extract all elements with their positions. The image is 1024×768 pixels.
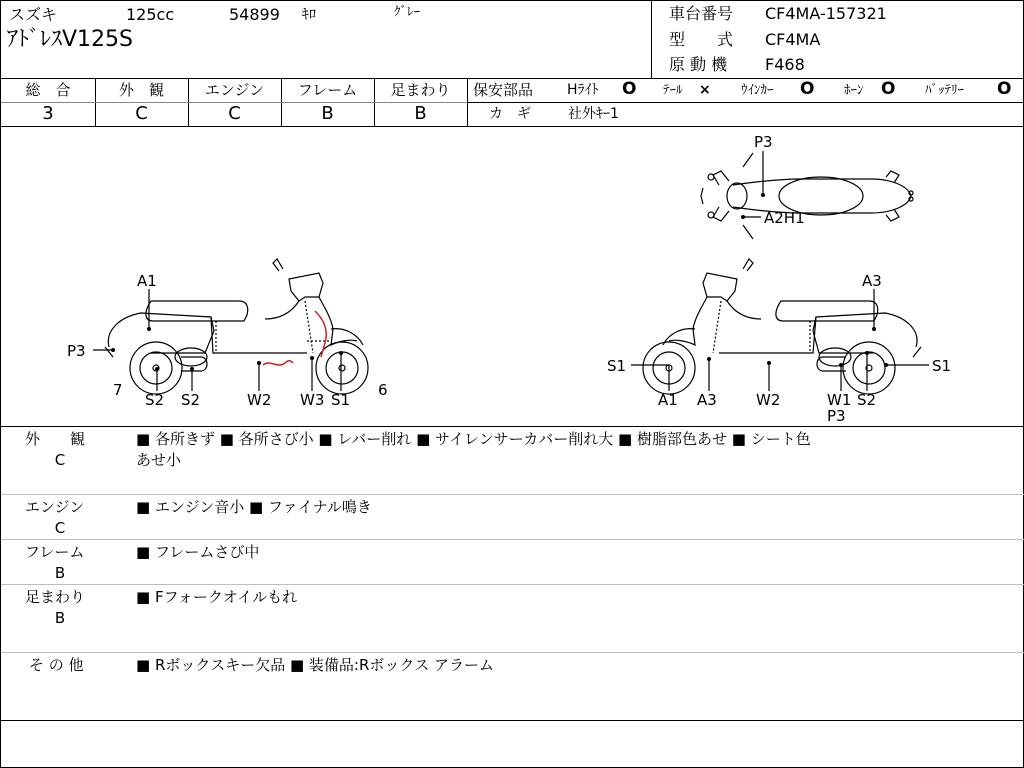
taillight-status: ×: [699, 82, 711, 98]
remark-engine-label: エンジン: [25, 498, 85, 516]
exterior-label: 外 観: [118, 81, 164, 99]
safety-label: 保安部品: [473, 81, 534, 99]
label-right-s1b: S1: [932, 357, 952, 375]
taillight-label: ﾃｰﾙ: [663, 83, 683, 98]
remark-engine-text: ■ エンジン音小 ■ ファイナル鳴き: [136, 498, 372, 516]
remark-exterior-text-2: あせ小: [136, 451, 182, 469]
frame-no-label: 車台番号: [669, 4, 734, 23]
key-label: カ ギ: [489, 106, 531, 122]
remark-frame-label: フレーム: [25, 543, 85, 561]
remark-engine-grade: C: [54, 519, 66, 537]
remark-divider: [1, 652, 1024, 653]
remark-divider: [1, 494, 1024, 495]
winker-label: ｳｲﾝｶｰ: [741, 83, 774, 98]
suspension-grade-label: 足まわり: [390, 81, 451, 99]
frame-grade: B: [321, 103, 334, 124]
remark-exterior-text-1: ■ 各所きず ■ 各所さび小 ■ レバー削れ ■ サイレンサーカバー削れ大 ■ 樹脂部色あせ ■ シート色: [136, 430, 811, 448]
headlight-status: O: [622, 79, 637, 99]
label-top-p3: P3: [754, 133, 773, 151]
label-left-s1: S1: [331, 391, 351, 409]
battery-status: O: [997, 79, 1012, 99]
vehicle-color: ｸﾞﾚｰ: [394, 5, 420, 20]
remark-divider: [1, 584, 1024, 585]
label-right-a3: A3: [862, 272, 882, 290]
remark-suspension-grade: B: [54, 609, 66, 627]
label-right-p3: P3: [827, 407, 846, 425]
label-right-s1a: S1: [607, 357, 627, 375]
label-right-w2: W2: [756, 391, 781, 409]
remark-suspension-text: ■ Fフォークオイルもれ: [136, 588, 298, 606]
damage-diagram: [1, 1, 1024, 427]
headlight-label: Hﾗｲﾄ: [567, 82, 599, 98]
remark-exterior-label: 外 観: [25, 430, 86, 448]
label-left-s2b: S2: [181, 391, 201, 409]
label-right-w1: W1: [827, 391, 852, 409]
label-left-a1: A1: [137, 272, 157, 290]
key-value: 社外ｷｰ1: [568, 106, 619, 122]
overall-grade: 3: [42, 103, 54, 124]
remark-other-label: そ の 他: [29, 656, 84, 674]
label-right-a1: A1: [658, 391, 678, 409]
label-top-a2h1: A2H1: [764, 209, 805, 227]
model-code: CF4MA: [765, 30, 821, 49]
horn-status: O: [881, 79, 896, 99]
engine-label: 原 動 機: [669, 55, 728, 74]
remark-other-text: ■ Rボックスキー欠品 ■ 装備品:Rボックス アラーム: [136, 656, 495, 674]
model-code-label: 型 式: [669, 30, 734, 49]
label-left-w2: W2: [247, 391, 272, 409]
remark-bottom-rule: [1, 720, 1024, 721]
label-left-6: 6: [378, 381, 388, 399]
label-left-s2a: S2: [145, 391, 165, 409]
mileage-unit: ｷﾛ: [302, 7, 316, 23]
battery-label: ﾊﾞｯﾃﾘｰ: [925, 83, 964, 98]
horn-label: ﾎｰﾝ: [844, 83, 864, 98]
damage-marks: [263, 311, 326, 365]
remark-frame-grade: B: [54, 564, 66, 582]
frame-grade-label: フレーム: [297, 81, 358, 99]
diagram-bottom-rule: [1, 426, 1024, 427]
engine-grade-label: エンジン: [204, 81, 265, 99]
engine-grade: C: [228, 103, 241, 124]
displacement: 125cc: [126, 5, 175, 24]
model-name: ｱﾄﾞﾚｽV125S: [7, 27, 134, 52]
label-left-w3: W3: [300, 391, 325, 409]
frame-no: CF4MA-157321: [765, 4, 887, 23]
label-left-p3: P3: [67, 342, 86, 360]
winker-status: O: [800, 79, 815, 99]
remark-divider: [1, 539, 1024, 540]
remark-exterior-grade: C: [54, 451, 66, 469]
label-right-s2: S2: [857, 391, 877, 409]
mileage: 54899: [229, 5, 280, 24]
maker: スズキ: [9, 5, 58, 24]
label-right-a3b: A3: [697, 391, 717, 409]
overall-label: 総 合: [25, 81, 71, 99]
remark-frame-text: ■ フレームさび中: [136, 543, 260, 561]
remark-suspension-label: 足まわり: [25, 588, 86, 606]
suspension-grade: B: [414, 103, 427, 124]
engine-no: F468: [765, 55, 805, 74]
label-left-7: 7: [113, 381, 123, 399]
scooter-top-view: [701, 151, 913, 239]
exterior-grade: C: [135, 103, 148, 124]
